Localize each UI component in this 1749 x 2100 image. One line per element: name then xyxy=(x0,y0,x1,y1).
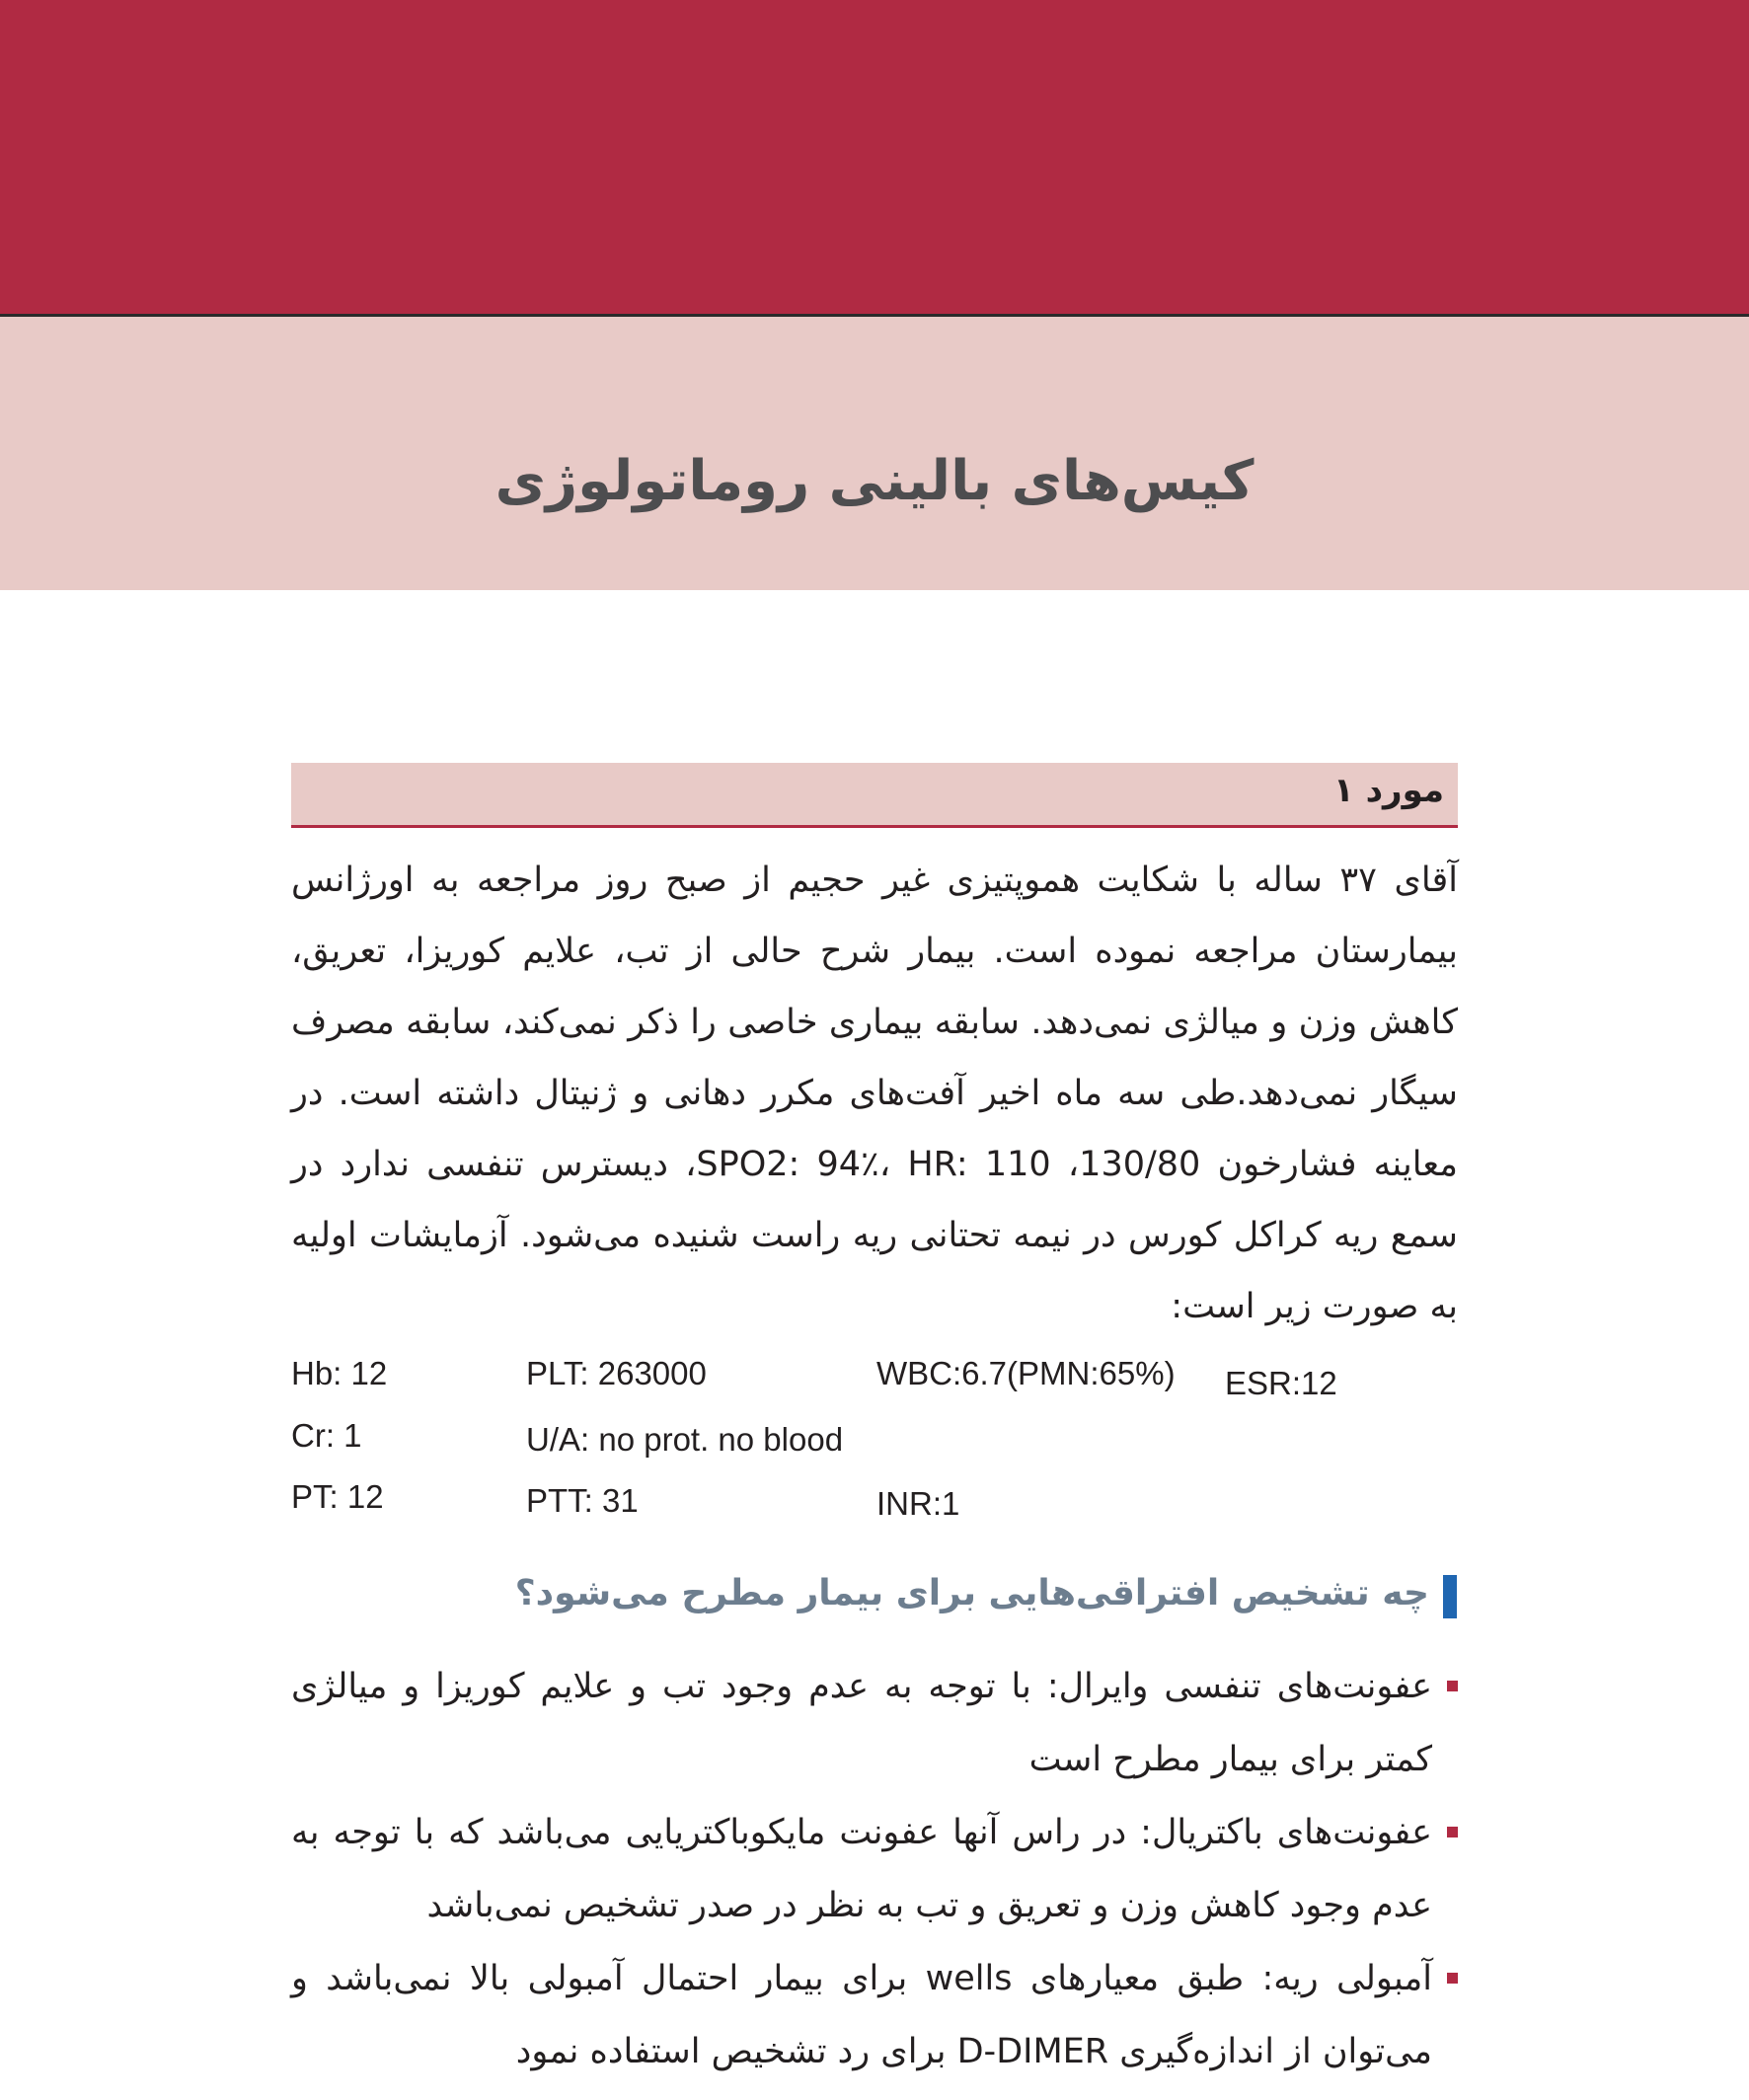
case-description: آقای ۳۷ ساله با شکایت هموپتیزی غیر حجیم از صبح روز مراجعه به اورژانس بیمارستان مراجعه نموده است. بیمار شرح حالی از تب، علایم کوریزا، تعریق، کاهش وزن و میالژی نمی‌دهد. سابقه بیماری خاصی را ذکر نمی‌کند، سابقه مصرف سیگار نمی‌دهد.طی سه ماه اخیر آفت‌های مکرر دهانی و ژنیتال داشته است. در معاینه فشارخون 130/80، SPO2: 94٪، HR: 110، دیسترس تنفسی ندارد در سمع ریه کراکل کورس در نیمه تحتانی ریه راست شنیده می‌شود. آزمایشات اولیه به صورت زیر است: xyxy=(291,861,1458,1326)
lab-ua: U/A: no prot. no blood xyxy=(526,1421,844,1458)
lab-pt: PT: 12 xyxy=(291,1478,384,1515)
lab-hb: Hb: 12 xyxy=(291,1355,388,1391)
bullet-icon xyxy=(1447,1973,1458,1984)
top-color-band xyxy=(0,0,1749,314)
list-item-text: عفونت‌های باکتریال: در راس آنها عفونت مایکوباکتریایی می‌باشد که با توجه به عدم وجود کاهش وزن و تعریق و تب به نظر در صدر تشخیص نمی‌باشد xyxy=(291,1813,1432,1925)
lab-wbc: WBC:6.7(PMN:65%) xyxy=(876,1355,1176,1391)
question-heading xyxy=(515,1573,1457,1613)
bullet-icon xyxy=(1447,1681,1458,1691)
list-item xyxy=(291,1650,1458,1796)
lab-inr: INR:1 xyxy=(876,1485,960,1522)
lab-ptt: PTT: 31 xyxy=(526,1482,639,1519)
list-item xyxy=(291,1796,1458,1942)
question-text: چه تشخیص افتراقی‌هایی برای بیمار مطرح می‌شود؟ xyxy=(514,1573,1429,1613)
lab-cr: Cr: 1 xyxy=(291,1417,362,1454)
case-title: مورد ۱ xyxy=(1333,771,1444,810)
question-marker xyxy=(1443,1575,1457,1618)
list-item xyxy=(291,1942,1458,2088)
lab-plt: PLT: 263000 xyxy=(526,1355,707,1391)
list-item-text: آمبولی ریه: طبق معیارهای wells برای بیمار احتمال آمبولی بالا نمی‌باشد و می‌توان از اندازه‌گیری D-DIMER برای رد تشخیص استفاده نمود xyxy=(291,1959,1432,2071)
list-item-text: عفونت‌های تنفسی وایرال: با توجه به عدم وجود تب و علایم کوریزا و میالژی کمتر برای بیمار مطرح است xyxy=(291,1667,1432,1779)
lab-esr: ESR:12 xyxy=(1225,1365,1337,1401)
chapter-title: کیس‌های بالینی روماتولوژی xyxy=(494,449,1255,513)
case-header xyxy=(291,763,1458,828)
bullet-icon xyxy=(1447,1827,1458,1838)
differential-list xyxy=(291,1650,1458,2088)
